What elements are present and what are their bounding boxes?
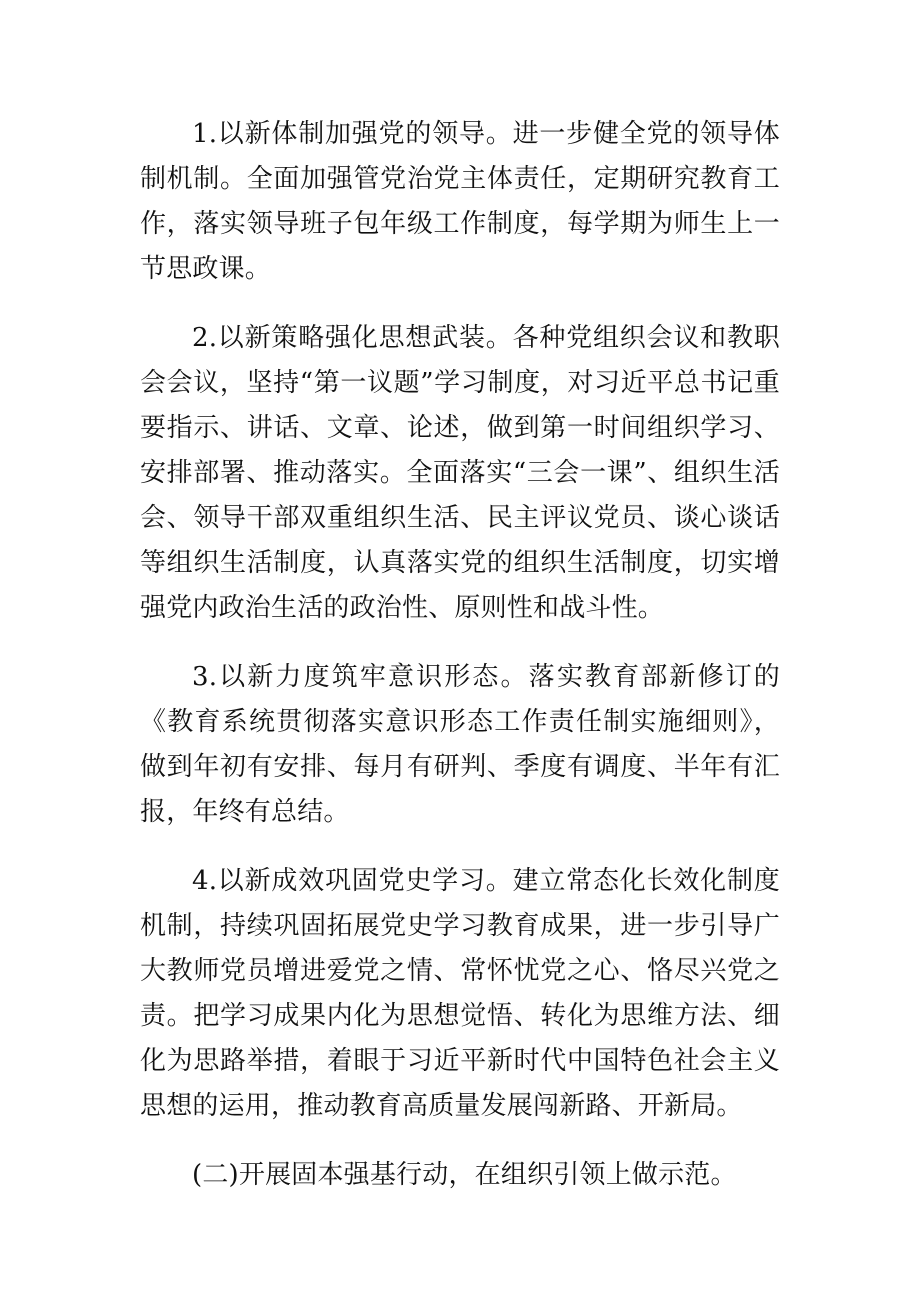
paragraph-3: 3.以新力度筑牢意识形态。落实教育部新修订的《教育系统贯彻落实意识形态工作责任制实施细则》，做到年初有安排、每月有研判、季度有调度、半年有汇报，年终有总结。	[140, 662, 780, 827]
document-body	[140, 112, 780, 1222]
paragraph-2: 2.以新策略强化思想武装。各种党组织会议和教职会会议，坚持“第一议题”学习制度，对习近平总书记重要指示、讲话、文章、论述，做到第一时间组织学习、安排部署、推动落实。全面落实“三会一课”、组织生活会、领导干部双重组织生活、民主评议党员、谈心谈话等组织生活制度，认真落实党的组织生活制度，切实增强党内政治生活的政治性、原则性和战斗性。	[140, 323, 780, 623]
paragraph-4: 4.以新成效巩固党史学习。建立常态化长效化制度机制，持续巩固拓展党史学习教育成果，进一步引导广大教师党员增进爱党之情、常怀忧党之心、恪尽兴党之责。把学习成果内化为思想觉悟、转化为思维方法、细化为思路举措，着眼于习近平新时代中国特色社会主义思想的运用，推动教育高质量发展闯新路、开新局。	[140, 866, 780, 1121]
paragraph-1: 1.以新体制加强党的领导。进一步健全党的领导体制机制。全面加强管党治党主体责任，定期研究教育工作，落实领导班子包年级工作制度，每学期为师生上一节思政课。	[140, 119, 780, 284]
section-heading: (二)开展固本强基行动，在组织引领上做示范。	[192, 1160, 737, 1190]
